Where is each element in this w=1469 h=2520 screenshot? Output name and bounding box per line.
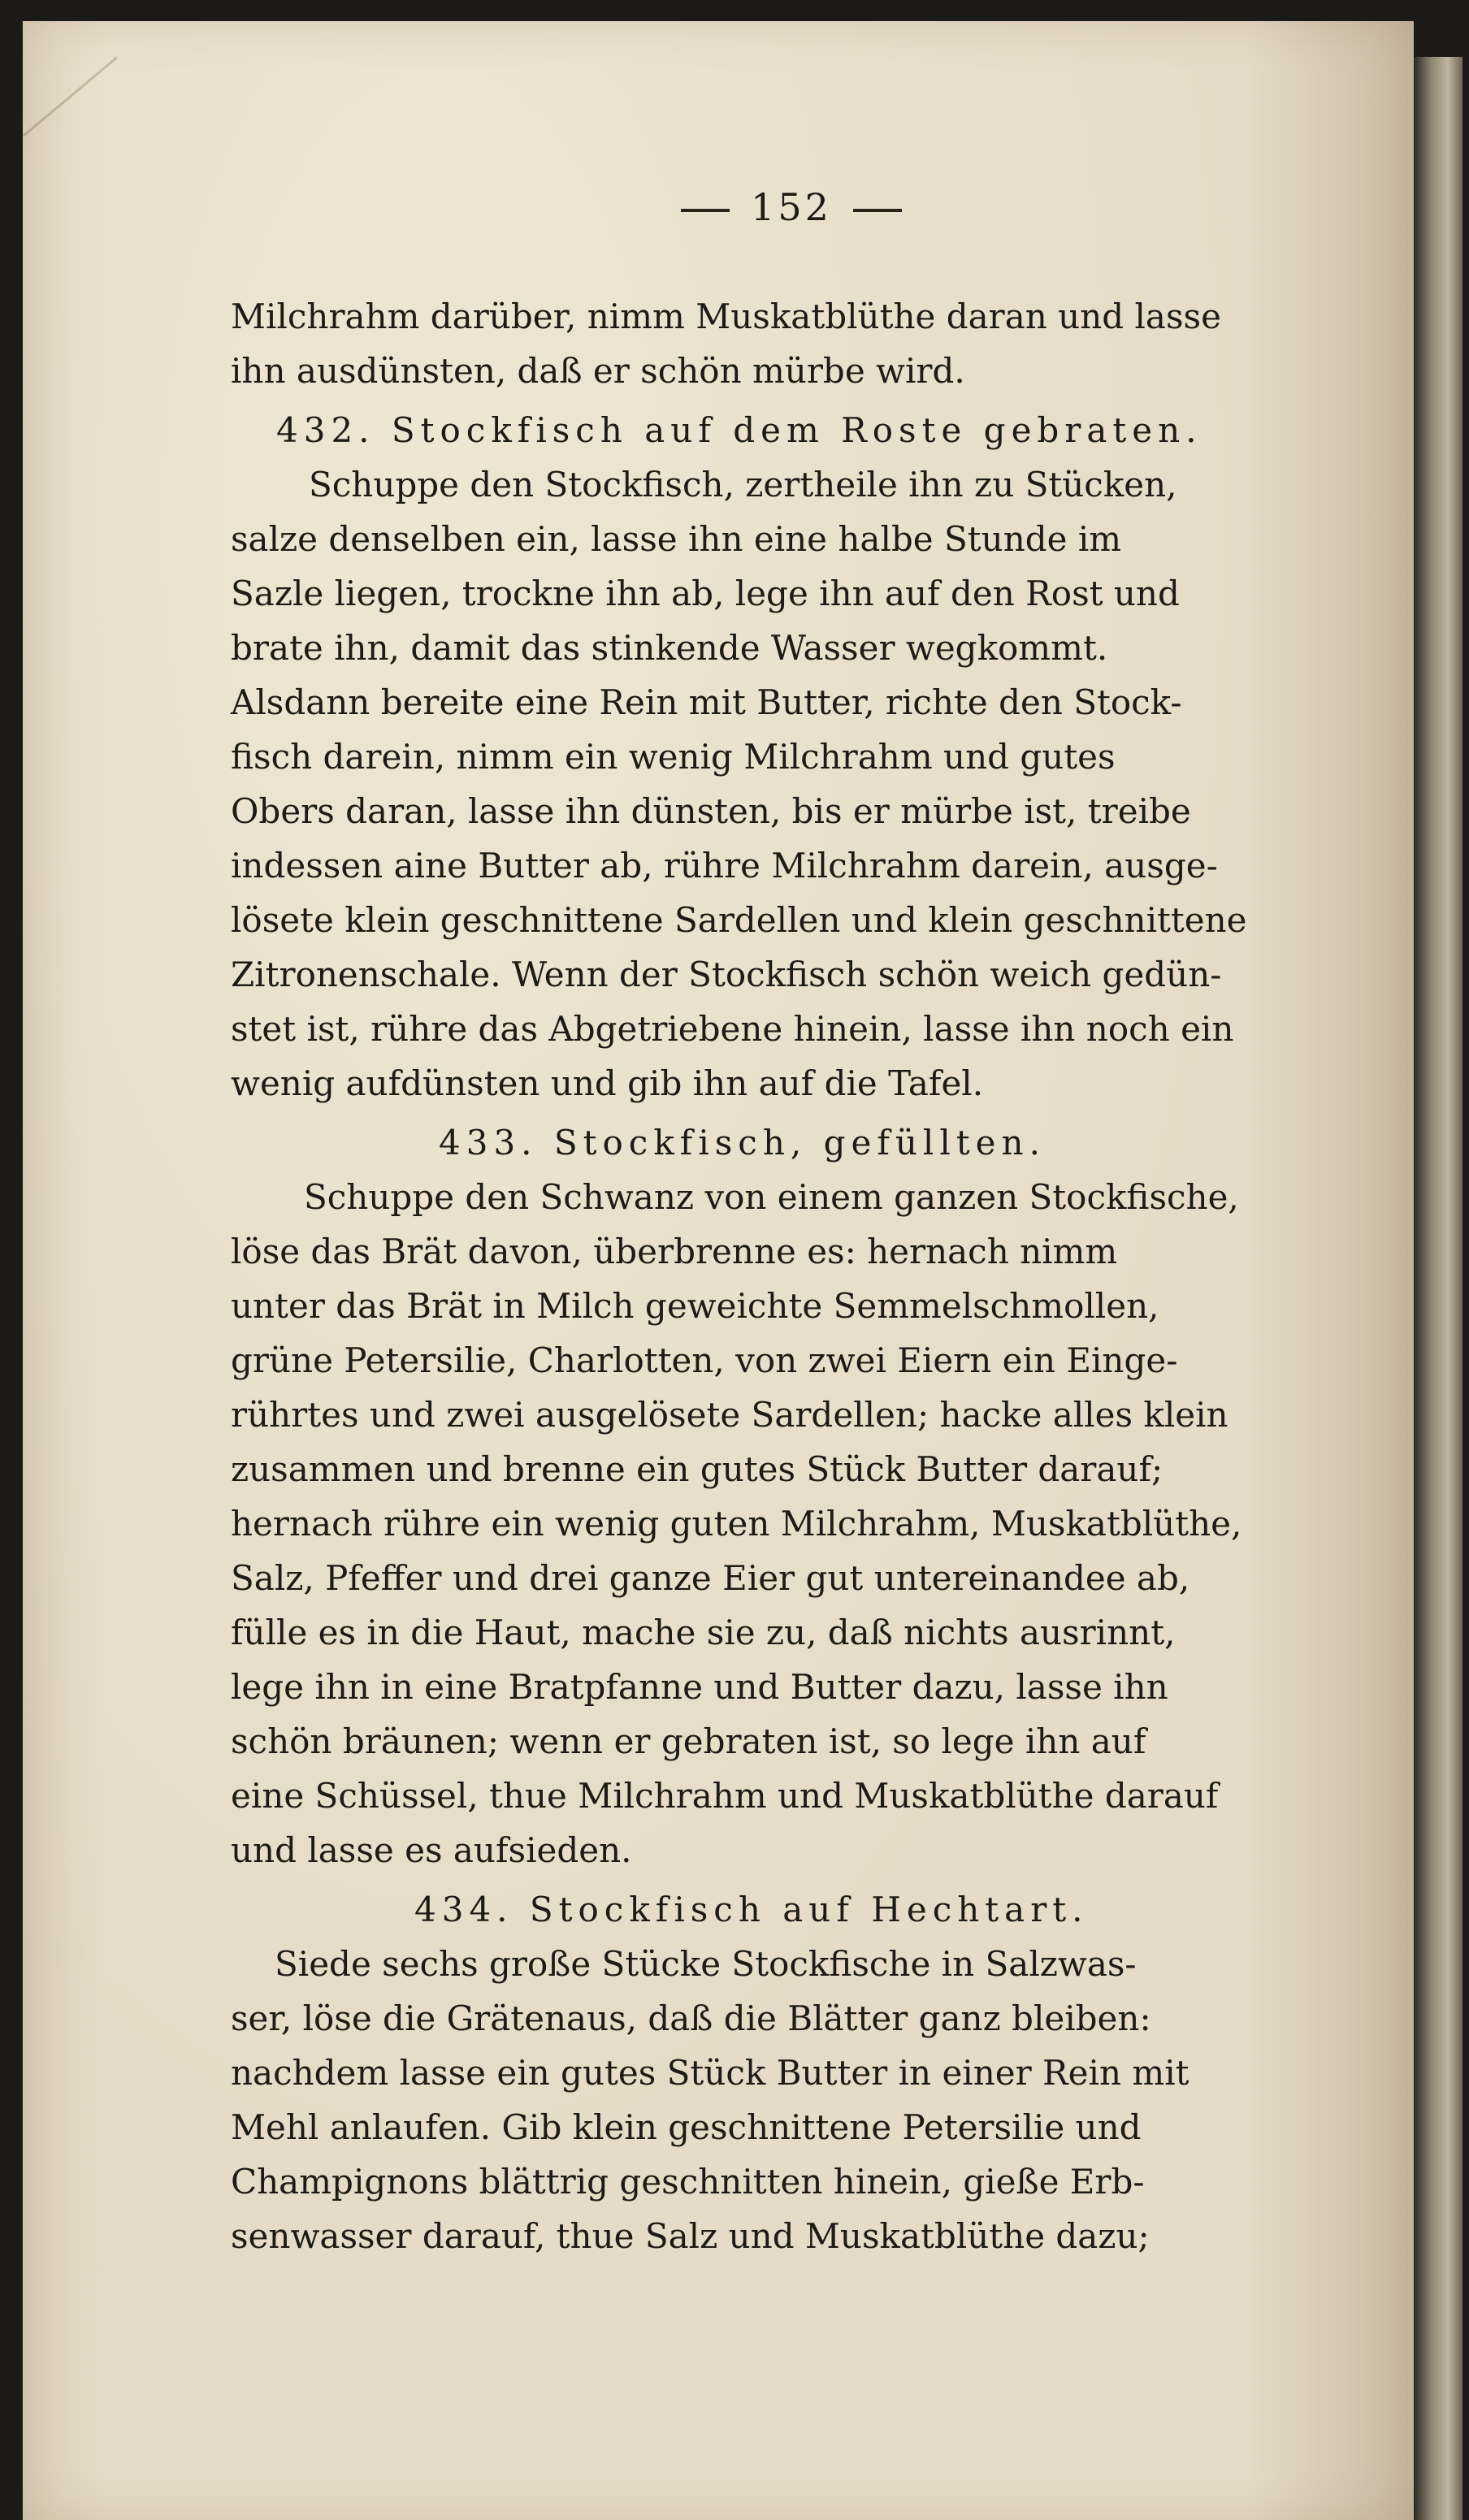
page-header [637,185,946,229]
text-line: Milchrahm darüber, nimm Muskatblüthe daran und lasse [231,297,1221,336]
continuation-paragraph [206,289,1328,398]
header-dash-right [853,209,902,212]
header-dash-left [681,209,730,212]
text-line: grüne Petersilie, Charlotten, von zwei Eiern ein Einge- [231,1340,1178,1380]
recipe-433 [206,1115,1328,1877]
adjacent-page-edge [1414,57,1462,2520]
text-line: löse das Brät davon, überbrenne es: hernach nimm [231,1232,1118,1271]
text-line: Salz, Pfeffer und drei ganze Eier gut untereinandee ab, [231,1558,1190,1598]
text-line: Zitronenschale. Wenn der Stockfisch schön weich gedün- [231,955,1222,994]
text-line: wenig aufdünsten und gib ihn auf die Tafel. [231,1063,984,1103]
text-line: rührtes und zwei ausgelösete Sardellen; hacke alles klein [231,1395,1228,1435]
text-line: hernach rühre ein wenig guten Milchrahm, Muskatblüthe, [231,1504,1242,1544]
text-line: zusammen und brenne ein gutes Stück Butter darauf; [231,1449,1164,1489]
text-line: brate ihn, damit das stinkende Wasser wegkommt. [231,628,1108,668]
recipe-heading: 432. Stockfisch auf dem Roste gebraten. [276,410,1202,450]
recipe-heading: 433. Stockfisch, gefüllten. [439,1123,1046,1163]
text-line: ser, löse die Grätenaus, daß die Blätter ganz bleiben: [231,1998,1151,2038]
text-line: lege ihn in eine Bratpfanne und Butter dazu, lasse ihn [231,1667,1168,1707]
text-line: ihn ausdünsten, daß er schön mürbe wird. [231,351,965,391]
text-line: lösete klein geschnittene Sardellen und klein geschnittene [231,900,1247,940]
text-line: eine Schüssel, thue Milchrahm und Muskatblüthe darauf [231,1776,1219,1816]
text-line: indessen aine Butter ab, rühre Milchrahm darein, ausge- [231,846,1218,885]
text-line: Siede sechs große Stücke Stockfische in Salzwas- [275,1944,1137,1984]
text-line: salze denselben ein, lasse ihn eine halbe Stunde im [231,519,1122,559]
page-corner-crease [23,57,118,137]
text-line: und lasse es aufsieden. [231,1830,632,1870]
recipe-heading: 434. Stockfisch auf Hechtart. [414,1890,1089,1929]
text-line: unter das Brät in Milch geweichte Semmelschmollen, [231,1286,1159,1326]
text-line: Schuppe den Stockfisch, zertheile ihn zu Stücken, [309,465,1177,504]
text-line: schön bräunen; wenn er gebraten ist, so lege ihn auf [231,1721,1146,1761]
text-line: Sazle liegen, trockne ihn ab, lege ihn auf den Rost und [231,574,1180,613]
text-line: fülle es in die Haut, mache sie zu, daß nichts ausrinnt, [231,1613,1176,1652]
text-line: senwasser darauf, thue Salz und Muskatblüthe dazu; [231,2216,1150,2256]
recipe-432 [206,403,1328,1111]
text-line: Schuppe den Schwanz von einem ganzen Stockfische, [304,1177,1239,1217]
text-line: Mehl anlaufen. Gib klein geschnittene Petersilie und [231,2107,1142,2147]
text-line: fisch darein, nimm ein wenig Milchrahm und gutes [231,737,1116,777]
text-line: stet ist, rühre das Abgetriebene hinein, lasse ihn noch ein [231,1009,1234,1049]
text-block [206,289,1328,2263]
page-number: 152 [751,185,832,229]
text-line: Obers daran, lasse ihn dünsten, bis er mürbe ist, treibe [231,791,1191,831]
text-line: Alsdann bereite eine Rein mit Butter, richte den Stock- [231,682,1182,722]
text-line: Champignons blättrig geschnitten hinein, gieße Erb- [231,2162,1145,2202]
text-line: nachdem lasse ein gutes Stück Butter in einer Rein mit [231,2053,1190,2093]
recipe-434 [206,1882,1328,2263]
